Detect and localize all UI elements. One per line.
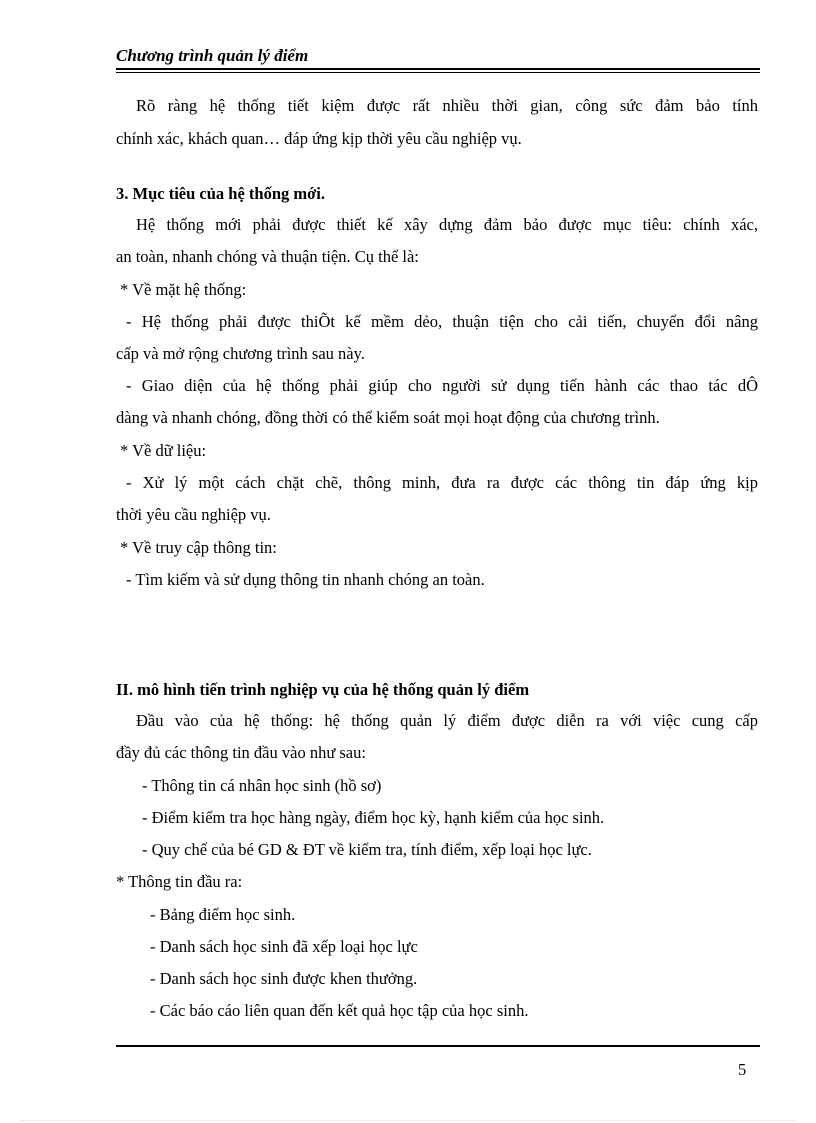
- paragraph-line: Rõ ràng hệ thống tiết kiệm được rất nhiều thời gian, công sức đảm bảo tính: [136, 96, 758, 115]
- list-item: - Thông tin cá nhân học sinh (hồ sơ): [142, 776, 382, 795]
- paragraph-line: - Tìm kiếm và sử dụng thông tin nhanh chóng an toàn.: [126, 570, 485, 589]
- header-rule: [116, 68, 760, 70]
- paragraph-line: Hệ thống mới phải được thiết kế xây dựng đảm bảo được mục tiêu: chính xác,: [136, 215, 758, 234]
- list-item: - Danh sách học sinh đã xếp loại học lực: [150, 937, 418, 956]
- section-heading: 3. Mục tiêu của hệ thống mới.: [116, 184, 325, 203]
- paragraph-line: - Hệ thống phải được thiÕt kế mềm dẻo, thuận tiện cho cải tiến, chuyển đổi nâng: [126, 312, 758, 331]
- list-item: - Điểm kiểm tra học hàng ngày, điểm học kỳ, hạnh kiểm của học sinh.: [142, 808, 605, 827]
- paragraph-line: - Giao diện của hệ thống phải giúp cho người sử dụng tiến hành các thao tác dÔ: [126, 376, 758, 395]
- section-heading: II. mô hình tiến trình nghiệp vụ của hệ thống quản lý điểm: [116, 680, 530, 699]
- paragraph-line: cấp và mở rộng chương trình sau này.: [116, 344, 365, 363]
- list-item: - Bảng điểm học sinh.: [150, 905, 296, 924]
- list-item: - Danh sách học sinh được khen thưởng.: [150, 969, 418, 988]
- footer-rule: [116, 1045, 760, 1047]
- bullet-line: * Về truy cập thông tin:: [120, 538, 277, 557]
- paragraph-line: - Xử lý một cách chặt chẽ, thông minh, đưa ra được các thông tin đáp ứng kịp: [126, 473, 758, 492]
- header-title: Chương trình quản lý điểm: [116, 46, 309, 65]
- bullet-line: * Về mặt hệ thống:: [120, 280, 247, 299]
- paragraph-line: chính xác, khách quan… đáp ứng kịp thời yêu cầu nghiệp vụ.: [116, 129, 522, 148]
- paragraph-line: đầy đủ các thông tin đầu vào như sau:: [116, 743, 366, 762]
- page-number: 5: [738, 1060, 747, 1079]
- paragraph-line: Đầu vào của hệ thống: hệ thống quản lý điểm được diễn ra với việc cung cấp: [136, 711, 758, 730]
- paragraph-line: thời yêu cầu nghiệp vụ.: [116, 505, 271, 524]
- list-item: - Quy chế của bé GD & ĐT về kiểm tra, tính điểm, xếp loại học lực.: [142, 840, 592, 859]
- list-item: - Các báo cáo liên quan đến kết quả học tập của học sinh.: [150, 1001, 529, 1020]
- paragraph-line: dàng và nhanh chóng, đồng thời có thể kiểm soát mọi hoạt động của chương trình.: [116, 408, 660, 427]
- bullet-line: * Thông tin đầu ra:: [116, 872, 243, 891]
- bullet-line: * Về dữ liệu:: [120, 441, 207, 460]
- header-rule-thin: [116, 72, 760, 73]
- page-edge-divider: [20, 1120, 796, 1121]
- paragraph-line: an toàn, nhanh chóng và thuận tiện. Cụ thể là:: [116, 247, 419, 266]
